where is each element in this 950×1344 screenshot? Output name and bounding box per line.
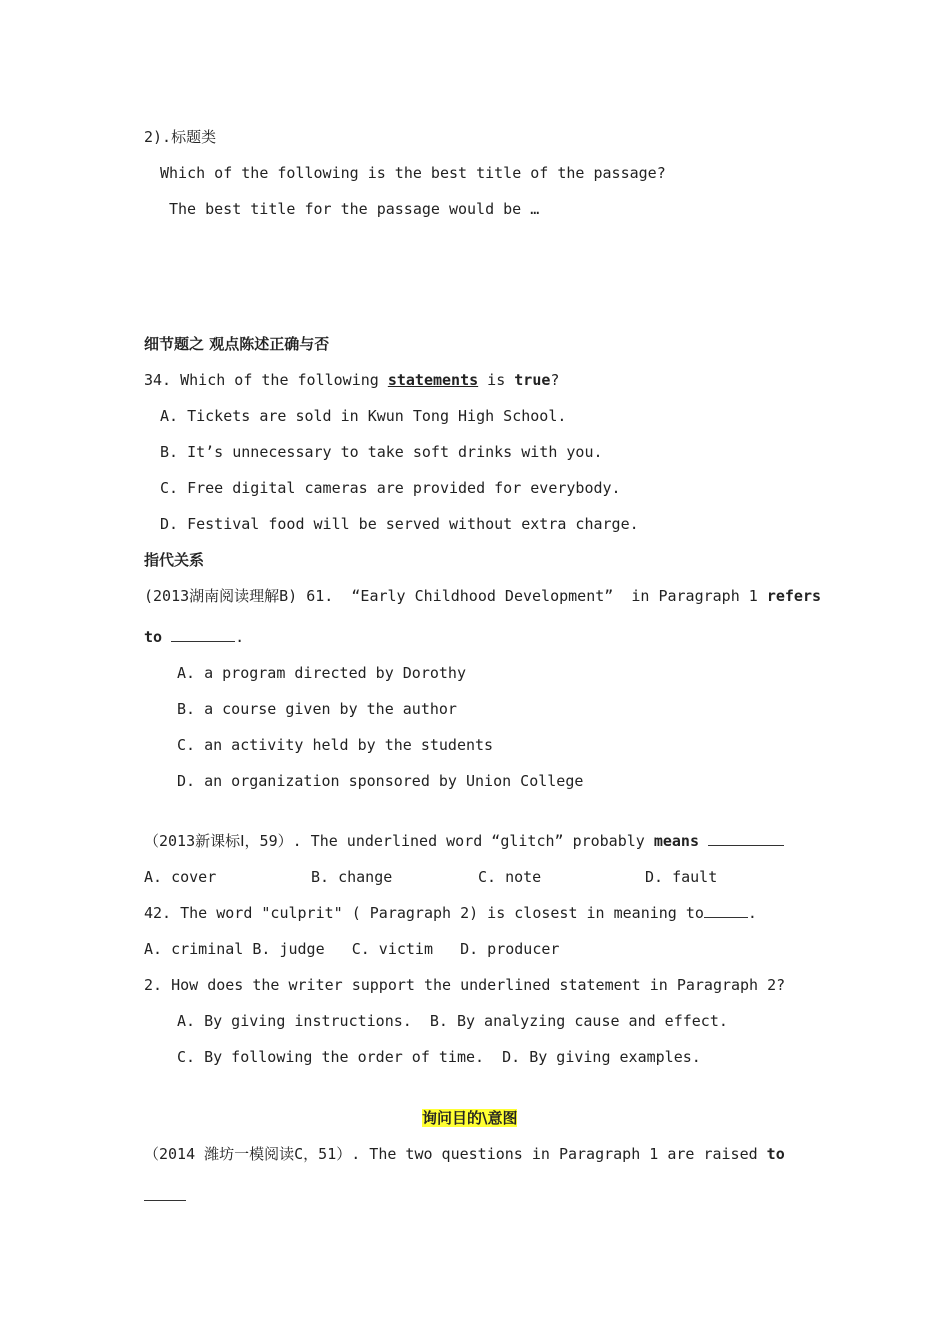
question-line: The best title for the passage would be …	[169, 200, 540, 218]
keyword-true: true	[514, 371, 551, 389]
question-text: is	[478, 371, 515, 389]
question-61	[144, 586, 821, 606]
question-34	[144, 370, 559, 390]
option-row: A. By giving instructions. B. By analyzing cause and effect.	[177, 1012, 728, 1030]
section-heading-reference: 指代关系	[144, 551, 205, 569]
option-b: B. change	[311, 868, 393, 886]
question-42	[144, 903, 757, 923]
section-heading-detail: 细节题之 观点陈述正确与否	[144, 335, 330, 353]
section-heading-title-type: 2).标题类	[144, 128, 217, 146]
option-a: A. Tickets are sold in Kwun Tong High School.	[160, 407, 567, 425]
question-text: 42. The word "culprit" ( Paragraph 2) is closest in meaning to	[144, 904, 704, 922]
question-line: Which of the following is the best title of the passage?	[160, 164, 666, 182]
question-text: （2014 潍坊一模阅读C，51）. The two questions in Paragraph 1 are raised	[144, 1145, 767, 1163]
answer-blank	[144, 1186, 186, 1201]
option-b: B. a course given by the author	[177, 700, 457, 718]
keyword-to: to	[766, 1145, 785, 1163]
question-text: （2013新课标Ⅰ，59）. The underlined word “glitch” probably	[144, 832, 654, 850]
option-c: C. Free digital cameras are provided for everybody.	[160, 479, 621, 497]
option-a: A. cover	[144, 868, 217, 886]
keyword-statements: statements	[387, 371, 479, 389]
question-61-cont	[144, 627, 244, 647]
question-59	[144, 831, 784, 851]
option-row: A. criminal B. judge C. victim D. producer	[144, 940, 560, 958]
answer-blank	[171, 627, 235, 642]
question-text: .	[747, 904, 757, 922]
question-text: (2013湖南阅读理解B) 61. “Early Childhood Development” in Paragraph 1	[144, 587, 767, 605]
option-row: C. By following the order of time. D. By giving examples.	[177, 1048, 701, 1066]
question-text: 34. Which of the following	[144, 371, 388, 389]
option-d: D. Festival food will be served without extra charge.	[160, 515, 639, 533]
question-51-cont	[144, 1186, 186, 1206]
keyword-to: to	[144, 628, 163, 646]
section-heading-purpose	[422, 1108, 517, 1128]
question-text: ?	[550, 371, 560, 389]
question-text: .	[235, 628, 245, 646]
question-51	[144, 1144, 785, 1164]
option-a: A. a program directed by Dorothy	[177, 664, 466, 682]
keyword-refers: refers	[766, 587, 822, 605]
option-d: D. an organization sponsored by Union College	[177, 772, 584, 790]
option-c: C. note	[478, 868, 542, 886]
option-c: C. an activity held by the students	[177, 736, 494, 754]
question-2: 2. How does the writer support the underlined statement in Paragraph 2?	[144, 976, 786, 994]
answer-blank	[704, 903, 748, 918]
highlighted-heading: 询问目的\意图	[422, 1109, 518, 1127]
answer-blank	[708, 831, 784, 846]
option-d: D. fault	[645, 868, 718, 886]
keyword-means: means	[653, 832, 699, 850]
option-b: B. It’s unnecessary to take soft drinks with you.	[160, 443, 603, 461]
